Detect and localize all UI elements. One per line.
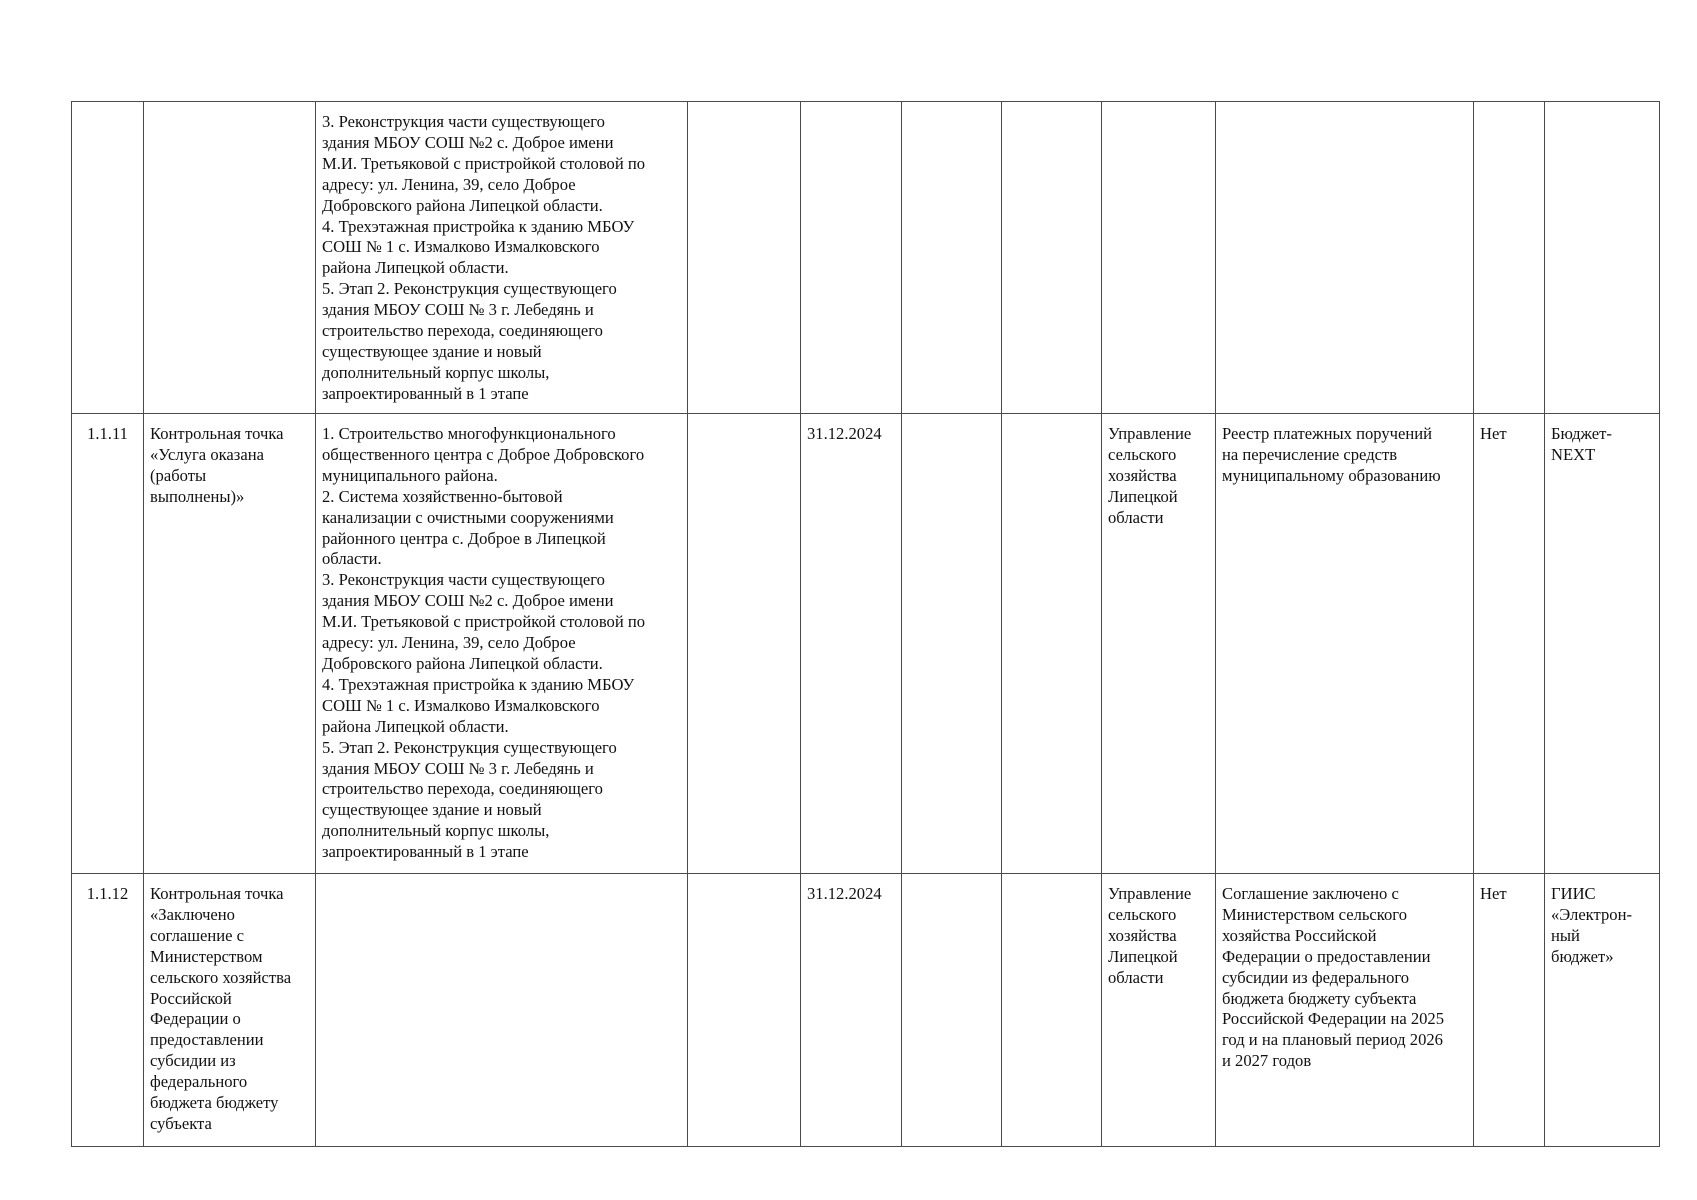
objects-description-cell: 1. Строительство многофункционального общественного центра с Доброе Добровского муниципального района. 2. Система хозяйственно-бытовой канализации с очистными сооружениями районного центра с. Доброе в Липецкой области. 3. Реконструкция части существующего здания МБОУ СОШ №2 с. Доброе имени М.И. Третьяковой с пристройкой столовой по адресу: ул. Ленина, 39, село Доброе Добровского района Липецкой области. 4. Трехэтажная пристройка к зданию МБОУ СОШ № 1 с. Измалково Измалковского района Липецкой области. 5. Этап 2. Реконструкция существующего здания МБОУ СОШ № 3 г. Лебедянь и строительство перехода, соединяющего существующее здание и новый дополнительный корпус школы, запроектированный в 1 этапе [316, 414, 688, 874]
confirming-document-cell: Соглашение заключено с Министерством сельского хозяйства Российской Федерации о предоставлении субсидии из федерального бюджета бюджету субъекта Российской Федерации на 2025 год и на плановый период 2026 и 2027 годов [1216, 874, 1474, 1147]
empty-cell [1002, 414, 1102, 874]
empty-cell [688, 414, 801, 874]
flag-cell: Нет [1474, 874, 1545, 1147]
objects-description-cell: 3. Реконструкция части существующего здания МБОУ СОШ №2 с. Доброе имени М.И. Третьяковой с пристройкой столовой по адресу: ул. Ленина, 39, село Доброе Добровского района Липецкой области. 4. Трехэтажная пристройка к зданию МБОУ СОШ № 1 с. Измалково Измалковского района Липецкой области. 5. Этап 2. Реконструкция существующего здания МБОУ СОШ № 3 г. Лебедянь и строительство перехода, соединяющего существующее здание и новый дополнительный корпус школы, запроектированный в 1 этапе [316, 102, 688, 414]
control-point-name-cell: Контрольная точка «Услуга оказана (работы выполнены)» [144, 414, 316, 874]
responsible-body-cell [1102, 102, 1216, 414]
objects-description-cell [316, 874, 688, 1147]
empty-cell [902, 874, 1002, 1147]
empty-cell [902, 414, 1002, 874]
control-point-name-cell [144, 102, 316, 414]
row-number-cell [72, 102, 144, 414]
deadline-date-cell: 31.12.2024 [801, 874, 902, 1147]
empty-cell [902, 102, 1002, 414]
information-system-cell [1545, 102, 1660, 414]
empty-cell [688, 874, 801, 1147]
responsible-body-cell: Управление сельского хозяйства Липецкой области [1102, 874, 1216, 1147]
table-row [72, 414, 1660, 874]
confirming-document-cell: Реестр платежных поручений на перечисление средств муниципальному образованию [1216, 414, 1474, 874]
empty-cell [1002, 874, 1102, 1147]
flag-cell: Нет [1474, 414, 1545, 874]
confirming-document-cell [1216, 102, 1474, 414]
row-number-cell: 1.1.12 [72, 874, 144, 1147]
flag-cell [1474, 102, 1545, 414]
table-row [72, 874, 1660, 1147]
information-system-cell: ГИИС «Электрон- ный бюджет» [1545, 874, 1660, 1147]
control-points-table [71, 101, 1660, 1147]
empty-cell [1002, 102, 1102, 414]
information-system-cell: Бюджет- NEXT [1545, 414, 1660, 874]
deadline-date-cell: 31.12.2024 [801, 414, 902, 874]
control-point-name-cell: Контрольная точка «Заключено соглашение с Министерством сельского хозяйства Российской Федерации о предоставлении субсидии из федерального бюджета бюджету субъекта [144, 874, 316, 1147]
responsible-body-cell: Управление сельского хозяйства Липецкой области [1102, 414, 1216, 874]
empty-cell [688, 102, 801, 414]
deadline-date-cell [801, 102, 902, 414]
table-row [72, 102, 1660, 414]
row-number-cell: 1.1.11 [72, 414, 144, 874]
